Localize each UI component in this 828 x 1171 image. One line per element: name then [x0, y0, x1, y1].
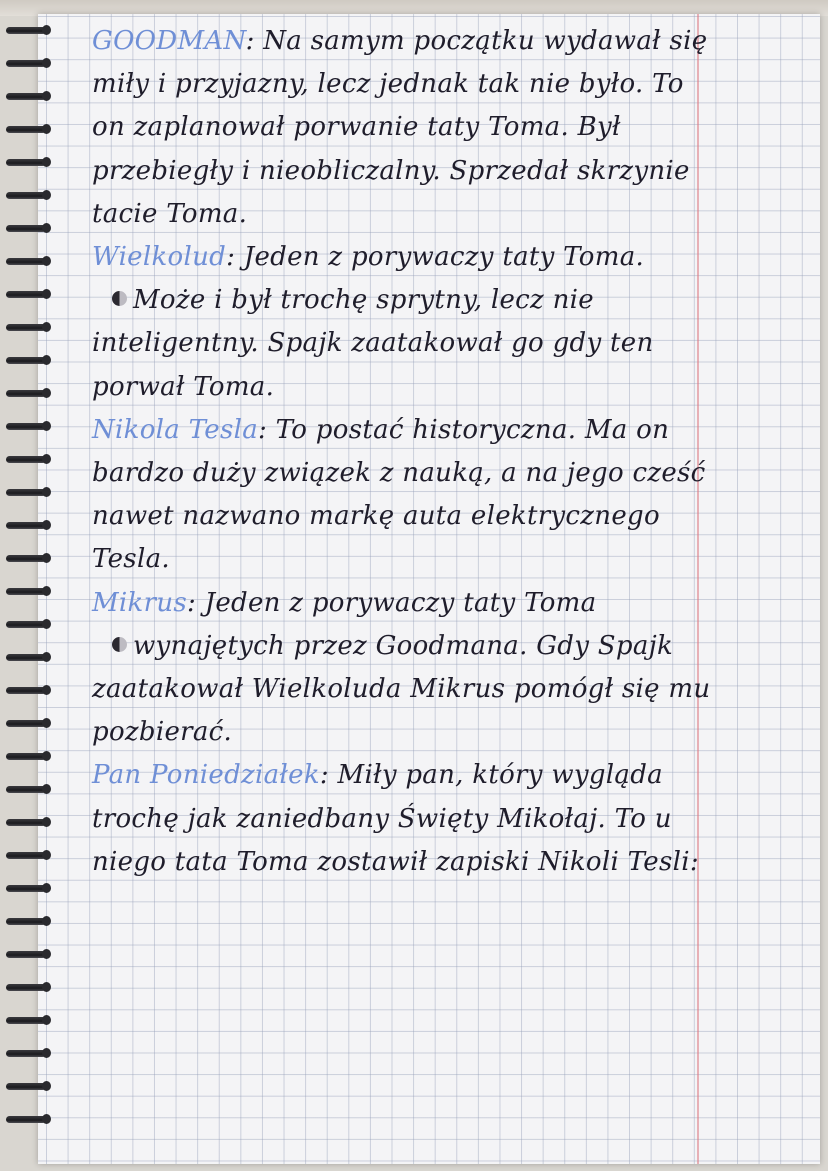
handwritten-notes	[92, 20, 712, 884]
character-name: Wielkolud	[92, 242, 227, 273]
spiral-coil	[6, 849, 50, 861]
spiral-coil	[6, 189, 50, 201]
spiral-coil	[6, 156, 50, 168]
spiral-coil	[6, 321, 50, 333]
spiral-coil	[6, 948, 50, 960]
spiral-coil	[6, 1014, 50, 1026]
note-mikrus-continued	[92, 625, 712, 755]
character-name: Mikrus	[92, 587, 188, 618]
spiral-coil	[6, 816, 50, 828]
note-nikola-tesla: Nikola Tesla: To postać historyczna. Ma on bardzo duży związek z nauką, a na jego cześć nawet nazwano markę auta elektrycznego Tesla.	[92, 414, 706, 575]
bullet-dot-icon	[112, 291, 127, 306]
spiral-coil	[6, 651, 50, 663]
spiral-coil	[6, 288, 50, 300]
character-description: Na samym początku wydawał się miły i przyjazny, lecz jednak tak nie było. To on zaplanował porwanie taty Toma. Był przebiegły i nieobliczalny. Sprzedał skrzynie tacie Toma.	[92, 26, 708, 229]
spiral-coil	[6, 981, 50, 993]
character-name: Nikola Tesla	[92, 414, 259, 445]
bullet-dot-icon	[112, 637, 127, 652]
character-name: GOODMAN	[92, 26, 246, 56]
spiral-coil	[6, 717, 50, 729]
spiral-coil	[6, 585, 50, 597]
character-description: To postać historyczna. Ma on bardzo duży związek z nauką, a na jego cześć nawet nazwano markę auta elektrycznego Tesla.	[92, 414, 706, 575]
character-name: Pan Poniedziałek	[92, 760, 320, 791]
spiral-coil	[6, 1047, 50, 1059]
spiral-coil	[6, 255, 50, 267]
spiral-coil	[6, 882, 50, 894]
spiral-coil	[6, 1113, 50, 1125]
spiral-coil	[6, 387, 50, 399]
spiral-coil	[6, 519, 50, 531]
spiral-coil	[6, 783, 50, 795]
spiral-binding	[0, 24, 60, 1164]
spiral-coil	[6, 684, 50, 696]
spiral-coil	[6, 123, 50, 135]
spiral-coil	[6, 24, 50, 36]
spiral-coil	[6, 750, 50, 762]
character-description: Jeden z porywaczy taty Toma.	[243, 242, 645, 273]
character-description: wynajętych przez Goodmana. Gdy Spajk zaatakował Wielkoluda Mikrus pomógł się mu pozbierać.	[92, 630, 711, 748]
character-description: Może i był trochę sprytny, lecz nie inteligentny. Spajk zaatakował go gdy ten porwał Toma.	[92, 285, 654, 402]
note-wielkolud-continued	[92, 279, 712, 409]
spiral-coil	[6, 57, 50, 69]
spiral-coil	[6, 222, 50, 234]
spiral-coil	[6, 1080, 50, 1092]
spiral-coil	[6, 354, 50, 366]
spiral-coil	[6, 420, 50, 432]
note-wielkolud: Wielkolud: Jeden z porywaczy taty Toma.	[92, 242, 645, 273]
character-description: Jeden z porywaczy taty Toma	[204, 587, 597, 618]
spiral-coil	[6, 915, 50, 927]
spiral-coil	[6, 90, 50, 102]
note-mikrus: Mikrus: Jeden z porywaczy taty Toma	[92, 587, 597, 618]
spiral-coil	[6, 486, 50, 498]
spiral-coil	[6, 618, 50, 630]
spiral-coil	[6, 453, 50, 465]
character-description: Miły pan, który wygląda trochę jak zaniedbany Święty Mikołaj. To u niego tata Toma zostawił zapiski Nikoli Tesli:	[92, 760, 699, 877]
note-pan-poniedzialek: Pan Poniedziałek: Miły pan, który wygląda trochę jak zaniedbany Święty Mikołaj. To u niego tata Toma zostawił zapiski Nikoli Tesli:	[92, 760, 699, 877]
spiral-coil	[6, 552, 50, 564]
note-goodman: GOODMAN: Na samym początku wydawał się miły i przyjazny, lecz jednak tak nie było. To on zaplanował porwanie taty Toma. Był przebiegły i nieobliczalny. Sprzedał skrzynie tacie Toma.	[92, 26, 708, 229]
